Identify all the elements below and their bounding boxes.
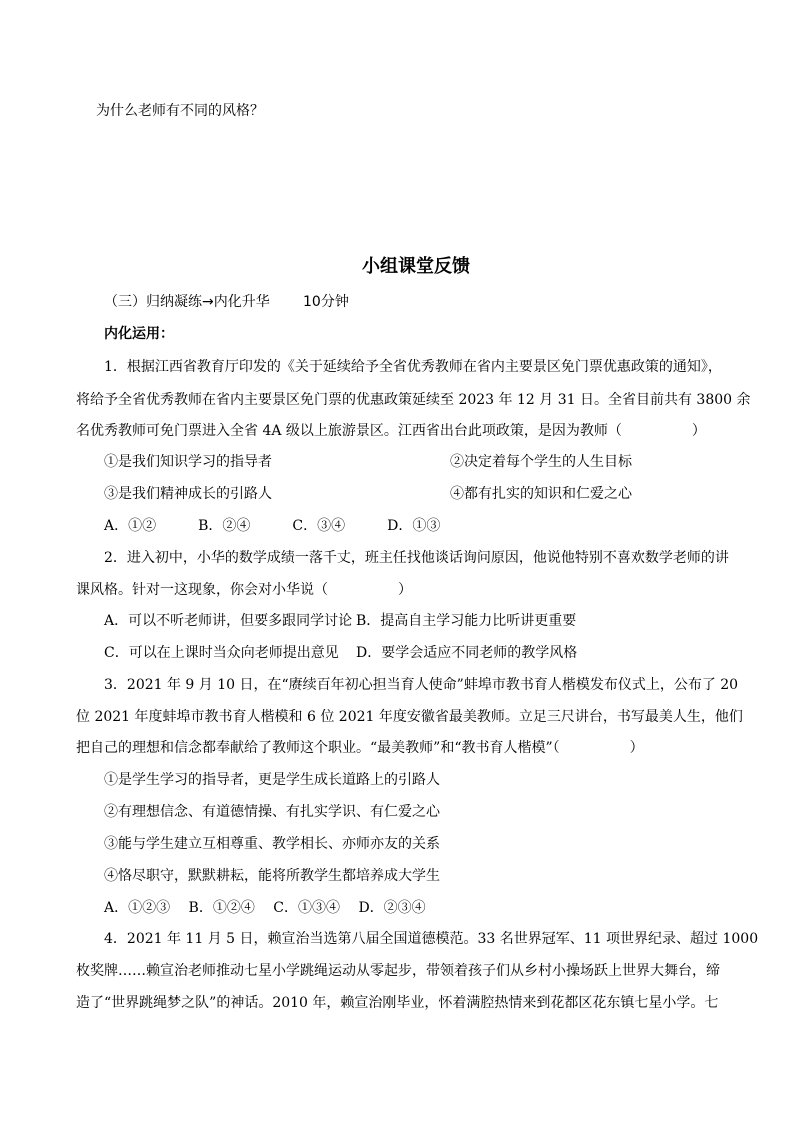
q2-choice-d: D．要学会适应不同老师的教学风格 [356,645,578,661]
q1-option-3: ③是我们精神成长的引路人 [104,486,272,502]
q2-choice-b: B．提高自主学习能力比听讲更重要 [356,613,577,629]
section-title: 小组课堂反馈 [362,256,470,277]
q2-choice-a: A．可以不听老师讲，但要多跟同学讨论 [104,613,353,629]
q1-option-1: ①是我们知识学习的指导者 [104,454,272,470]
q4-line-3: 造了“世界跳绳梦之队”的神话。2010 年，赖宣治刚毕业，怀着满腔热情来到花都区花东镇七星小学。七 [76,995,719,1011]
q3-option-1: ①是学生学习的指导者，更是学生成长道路上的引路人 [104,772,440,788]
q3-choices: A．①②③ B．①②④ C．①③④ D．②③④ [104,900,426,916]
q4-line-1: 4．2021 年 11 月 5 日，赖宣治当选第八届全国道德模范。33 名世界冠军、11 项世界纪录、超过 1000 [104,931,759,947]
q1-line-1: 1．根据江西省教育厅印发的《关于延续给予全省优秀教师在省内主要景区免门票优惠政策的通知》， [104,359,722,375]
q1-option-4: ④都有扎实的知识和仁爱之心 [450,486,632,502]
q3-option-4: ④恪尽职守，默默耕耘，能将所教学生都培养成大学生 [104,868,440,884]
intro-question: 为什么老师有不同的风格？ [96,103,264,119]
q1-option-2: ②决定着每个学生的人生目标 [450,454,632,470]
q4-line-2: 枚奖牌……赖宣治老师推动七星小学跳绳运动从零起步，带领着孩子们从乡村小操场跃上世界大舞台，缔 [76,963,720,979]
q3-option-2: ②有理想信念、有道德情操、有扎实学识、有仁爱之心 [104,804,440,820]
q1-choices: A．①② B．②④ C．③④ D．①③ [104,518,441,534]
subheading: 内化运用： [104,326,174,342]
q2-line-1: 2．进入初中，小华的数学成绩一落千丈，班主任找他谈话询问原因，他说他特别不喜欢数学老师的讲 [104,550,729,566]
q2-choice-c: C．可以在上课时当众向老师提出意见 [104,645,339,661]
q3-line-1: 3．2021 年 9 月 10 日，在“赓续百年初心担当育人使命”蚌埠市教书育人楷模发布仪式上，公布了 20 [104,677,739,693]
q2-line-2: 课风格。针对一这现象，你会对小华说（ ） [76,582,412,598]
q3-line-3: 把自己的理想和信念都奉献给了教师这个职业。“最美教师”和“教书育人楷模”（ ） [76,740,644,756]
q3-option-3: ③能与学生建立互相尊重、教学相长、亦师亦友的关系 [104,836,440,852]
section-label: （三）归纳凝练→内化升华 [104,294,270,310]
q1-line-2: 将给予全省优秀教师在省内主要景区免门票的优惠政策延续至 2023 年 12 月 31 日。全省目前共有 3800 余 [76,392,751,408]
q1-line-3: 名优秀教师可免门票进入全省 4A 级以上旅游景区。江西省出台此项政策，是因为教师（ ） [76,423,706,439]
section-time: 10分钟 [303,294,349,310]
q3-line-2: 位 2021 年度蚌埠市教书育人楷模和 6 位 2021 年度安徽省最美教师。立足三尺讲台，书写最美人生，他们 [76,709,743,725]
